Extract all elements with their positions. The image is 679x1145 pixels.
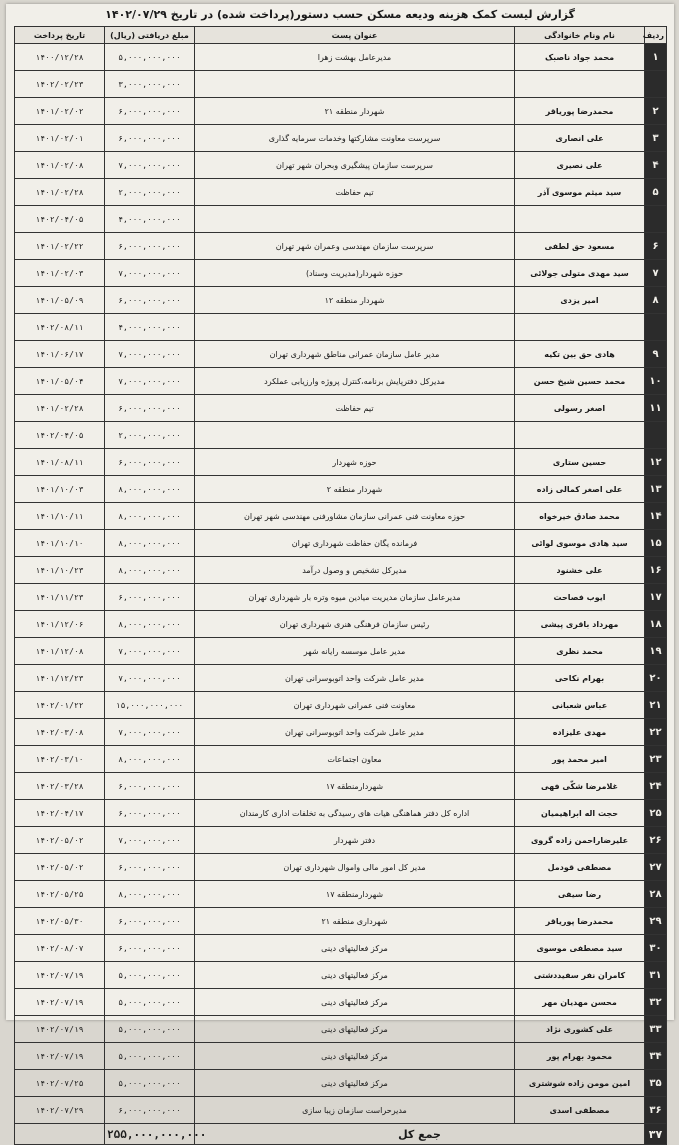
row-post: مدیر عامل شرکت واحد اتوبوسرانی تهران [195, 719, 515, 746]
table-row [15, 638, 667, 665]
row-amount: ۷,۰۰۰,۰۰۰,۰۰۰ [105, 341, 195, 368]
row-idx: ۱۲ [645, 449, 667, 476]
row-amount: ۸,۰۰۰,۰۰۰,۰۰۰ [105, 611, 195, 638]
row-date: ۱۴۰۱/۰۵/۰۹ [15, 287, 105, 314]
row-idx: ۲۵ [645, 800, 667, 827]
row-idx: ۳۵ [645, 1070, 667, 1097]
total-row [15, 1124, 667, 1145]
row-amount: ۶,۰۰۰,۰۰۰,۰۰۰ [105, 98, 195, 125]
table-row [15, 395, 667, 422]
row-post: شهرداری منطقه ۲۱ [195, 908, 515, 935]
row-idx: ۲۲ [645, 719, 667, 746]
row-date: ۱۴۰۲/۰۷/۲۹ [15, 1097, 105, 1124]
row-idx [645, 71, 667, 98]
row-date: ۱۴۰۲/۰۵/۲۵ [15, 881, 105, 908]
row-name: غلامرضا شکّی فهی [515, 773, 645, 800]
table-row [15, 692, 667, 719]
row-amount: ۱۵,۰۰۰,۰۰۰,۰۰۰ [105, 692, 195, 719]
row-name: مصطفی قودمل [515, 854, 645, 881]
row-post: مدیر کل امور مالی واموال شهرداری تهران [195, 854, 515, 881]
row-post: مدیر عامل شرکت واحد اتوبوسرانی تهران [195, 665, 515, 692]
table-header-row [15, 27, 667, 44]
row-date: ۱۴۰۲/۰۷/۱۹ [15, 1043, 105, 1070]
row-idx: ۸ [645, 287, 667, 314]
row-idx: ۱۵ [645, 530, 667, 557]
row-idx: ۱۷ [645, 584, 667, 611]
table-row [15, 1097, 667, 1124]
row-post: مرکز فعالیتهای دینی [195, 1016, 515, 1043]
row-idx: ۹ [645, 341, 667, 368]
row-date: ۱۴۰۱/۱۰/۱۱ [15, 503, 105, 530]
row-name: سید میثم موسوی آذر [515, 179, 645, 206]
row-post: شهردارمنطقه ۱۷ [195, 773, 515, 800]
row-amount: ۷,۰۰۰,۰۰۰,۰۰۰ [105, 638, 195, 665]
row-idx: ۴ [645, 152, 667, 179]
row-name: سید مهدی متولی جولائی [515, 260, 645, 287]
row-post: معاونت فنی عمرانی شهرداری تهران [195, 692, 515, 719]
row-date: ۱۴۰۱/۰۲/۰۳ [15, 260, 105, 287]
header-post: عنوان پست [195, 27, 515, 44]
table-row [15, 773, 667, 800]
row-post [195, 206, 515, 233]
table-body [15, 44, 667, 1124]
row-name: علی انصاری [515, 125, 645, 152]
row-post: سرپرست معاونت مشارکتها وخدمات سرمایه گذاری [195, 125, 515, 152]
table-row [15, 287, 667, 314]
row-amount: ۲,۰۰۰,۰۰۰,۰۰۰ [105, 422, 195, 449]
row-amount: ۸,۰۰۰,۰۰۰,۰۰۰ [105, 503, 195, 530]
row-post: فرمانده یگان حفاظت شهرداری تهران [195, 530, 515, 557]
row-date: ۱۴۰۱/۱۰/۰۳ [15, 476, 105, 503]
row-amount: ۴,۰۰۰,۰۰۰,۰۰۰ [105, 206, 195, 233]
row-amount: ۸,۰۰۰,۰۰۰,۰۰۰ [105, 881, 195, 908]
row-amount: ۵,۰۰۰,۰۰۰,۰۰۰ [105, 1070, 195, 1097]
row-idx: ۲۸ [645, 881, 667, 908]
table-row [15, 1016, 667, 1043]
row-date: ۱۴۰۲/۰۵/۰۲ [15, 827, 105, 854]
header-idx: ردیف [645, 27, 667, 44]
row-name: هادی حق بین تکیه [515, 341, 645, 368]
row-idx: ۳۳ [645, 1016, 667, 1043]
row-date: ۱۴۰۲/۰۴/۰۵ [15, 422, 105, 449]
row-idx [645, 422, 667, 449]
row-amount: ۶,۰۰۰,۰۰۰,۰۰۰ [105, 773, 195, 800]
table-row [15, 962, 667, 989]
row-amount: ۵,۰۰۰,۰۰۰,۰۰۰ [105, 989, 195, 1016]
row-name: محسن مهدیان مهر [515, 989, 645, 1016]
row-idx: ۳۴ [645, 1043, 667, 1070]
row-amount: ۶,۰۰۰,۰۰۰,۰۰۰ [105, 1097, 195, 1124]
row-post: مدیرکل تشخیص و وصول درآمد [195, 557, 515, 584]
row-name: حجت اله ابراهیمیان [515, 800, 645, 827]
row-date: ۱۴۰۲/۰۸/۱۱ [15, 314, 105, 341]
row-idx: ۱۰ [645, 368, 667, 395]
row-post: حوزه شهردار [195, 449, 515, 476]
row-idx: ۲۷ [645, 854, 667, 881]
row-name: مهدی علیزاده [515, 719, 645, 746]
row-post: حوزه شهردار(مدیریت وسناد) [195, 260, 515, 287]
row-post: شهردارمنطقه ۱۷ [195, 881, 515, 908]
row-name: علی کشوری نژاد [515, 1016, 645, 1043]
table-row [15, 503, 667, 530]
row-date: ۱۴۰۱/۱۲/۲۳ [15, 665, 105, 692]
table-row [15, 719, 667, 746]
row-amount: ۶,۰۰۰,۰۰۰,۰۰۰ [105, 395, 195, 422]
row-amount: ۷,۰۰۰,۰۰۰,۰۰۰ [105, 152, 195, 179]
row-post: مدیرعامل بهشت زهرا [195, 44, 515, 71]
row-date: ۱۴۰۰/۱۲/۲۸ [15, 44, 105, 71]
row-date: ۱۴۰۱/۱۲/۰۸ [15, 638, 105, 665]
row-amount: ۵,۰۰۰,۰۰۰,۰۰۰ [105, 962, 195, 989]
row-name: مسعود حق لطفی [515, 233, 645, 260]
row-amount: ۴,۰۰۰,۰۰۰,۰۰۰ [105, 314, 195, 341]
row-date: ۱۴۰۱/۰۲/۰۱ [15, 125, 105, 152]
row-idx: ۷ [645, 260, 667, 287]
row-name: بهرام نکاحی [515, 665, 645, 692]
row-date: ۱۴۰۲/۰۷/۱۹ [15, 962, 105, 989]
table-row [15, 206, 667, 233]
row-amount: ۵,۰۰۰,۰۰۰,۰۰۰ [105, 1043, 195, 1070]
row-post: معاون اجتماعات [195, 746, 515, 773]
row-idx: ۳۱ [645, 962, 667, 989]
table-row [15, 665, 667, 692]
row-name: محمد نظری [515, 638, 645, 665]
row-date: ۱۴۰۲/۰۳/۰۸ [15, 719, 105, 746]
row-post: دفتر شهردار [195, 827, 515, 854]
row-idx: ۵ [645, 179, 667, 206]
row-amount: ۶,۰۰۰,۰۰۰,۰۰۰ [105, 800, 195, 827]
row-name [515, 314, 645, 341]
row-idx: ۱۸ [645, 611, 667, 638]
row-post: مدیر عامل سازمان عمرانی مناطق شهرداری تهران [195, 341, 515, 368]
row-date: ۱۴۰۱/۰۶/۱۷ [15, 341, 105, 368]
row-post: حوزه معاونت فنی عمرانی سازمان مشاورفنی مهندسی شهر تهران [195, 503, 515, 530]
row-post [195, 314, 515, 341]
row-date: ۱۴۰۲/۰۴/۱۷ [15, 800, 105, 827]
row-name: کامران نفر سفیددشتی [515, 962, 645, 989]
total-amount: ۲۵۵,۰۰۰,۰۰۰,۰۰۰ [105, 1124, 195, 1145]
total-date-cell [15, 1124, 105, 1145]
table-row [15, 341, 667, 368]
total-label: جمع کل [195, 1124, 645, 1145]
row-idx: ۲۴ [645, 773, 667, 800]
row-date: ۱۴۰۲/۰۳/۱۰ [15, 746, 105, 773]
row-idx: ۲۶ [645, 827, 667, 854]
row-post: مرکز فعالیتهای دینی [195, 989, 515, 1016]
payments-table [14, 26, 667, 1145]
total-idx: ۳۷ [645, 1124, 667, 1145]
table-row [15, 530, 667, 557]
row-amount: ۳,۰۰۰,۰۰۰,۰۰۰ [105, 71, 195, 98]
row-date: ۱۴۰۱/۰۲/۲۲ [15, 233, 105, 260]
row-name [515, 71, 645, 98]
row-post: مدیرحراست سازمان زیبا سازی [195, 1097, 515, 1124]
row-idx: ۱۴ [645, 503, 667, 530]
row-date: ۱۴۰۲/۰۷/۲۵ [15, 1070, 105, 1097]
row-date: ۱۴۰۲/۰۳/۲۸ [15, 773, 105, 800]
row-name: سید مصطفی موسوی [515, 935, 645, 962]
row-post: شهردار منطقه ۲۱ [195, 98, 515, 125]
row-name: محمدرضا پوریاقر [515, 908, 645, 935]
row-name [515, 422, 645, 449]
table-row [15, 125, 667, 152]
row-name: ایوب فصاحت [515, 584, 645, 611]
row-date: ۱۴۰۲/۰۱/۲۲ [15, 692, 105, 719]
row-date: ۱۴۰۱/۱۱/۲۳ [15, 584, 105, 611]
row-name: محمد جواد ناصبک [515, 44, 645, 71]
row-amount: ۵,۰۰۰,۰۰۰,۰۰۰ [105, 44, 195, 71]
row-name: اصغر رسولی [515, 395, 645, 422]
row-amount: ۸,۰۰۰,۰۰۰,۰۰۰ [105, 476, 195, 503]
header-name: نام ونام خانوادگی [515, 27, 645, 44]
table-row [15, 881, 667, 908]
row-amount: ۶,۰۰۰,۰۰۰,۰۰۰ [105, 935, 195, 962]
table-row [15, 908, 667, 935]
row-name: امین مومن زاده شوشتری [515, 1070, 645, 1097]
table-row [15, 314, 667, 341]
row-name [515, 206, 645, 233]
table-row [15, 746, 667, 773]
row-name: محمد حسین شیخ حسن [515, 368, 645, 395]
row-date: ۱۴۰۱/۰۲/۰۸ [15, 152, 105, 179]
table-row [15, 476, 667, 503]
row-amount: ۶,۰۰۰,۰۰۰,۰۰۰ [105, 854, 195, 881]
table-row [15, 827, 667, 854]
row-name: علی نصیری [515, 152, 645, 179]
row-date: ۱۴۰۱/۱۲/۰۶ [15, 611, 105, 638]
row-date: ۱۴۰۲/۰۷/۱۹ [15, 1016, 105, 1043]
row-date: ۱۴۰۲/۰۷/۱۹ [15, 989, 105, 1016]
row-post: تیم حفاظت [195, 179, 515, 206]
table-row [15, 71, 667, 98]
row-post: اداره کل دفتر هماهنگی هیات های رسیدگی به تخلفات اداری کارمندان [195, 800, 515, 827]
row-idx [645, 314, 667, 341]
row-amount: ۲,۰۰۰,۰۰۰,۰۰۰ [105, 179, 195, 206]
table-row [15, 44, 667, 71]
row-idx: ۱۹ [645, 638, 667, 665]
header-amount: مبلغ دریافتی (ریال) [105, 27, 195, 44]
row-name: سید هادی موسوی لوائی [515, 530, 645, 557]
row-name: امیر محمد پور [515, 746, 645, 773]
row-name: حسین ستاری [515, 449, 645, 476]
report-sheet [6, 4, 674, 1141]
row-idx: ۱۱ [645, 395, 667, 422]
row-post: مدیر عامل موسسه رایانه شهر [195, 638, 515, 665]
row-idx: ۳۰ [645, 935, 667, 962]
row-name: محمدرضا پوریاقر [515, 98, 645, 125]
row-idx: ۲۰ [645, 665, 667, 692]
row-idx: ۲۳ [645, 746, 667, 773]
row-date: ۱۴۰۲/۰۴/۰۵ [15, 206, 105, 233]
row-amount: ۷,۰۰۰,۰۰۰,۰۰۰ [105, 368, 195, 395]
row-post: مرکز فعالیتهای دینی [195, 1043, 515, 1070]
row-date: ۱۴۰۱/۰۲/۲۸ [15, 395, 105, 422]
row-name: مهرداد باقری پیشی [515, 611, 645, 638]
header-date: تاریخ پرداخت [15, 27, 105, 44]
row-idx: ۲۱ [645, 692, 667, 719]
row-post [195, 71, 515, 98]
table-row [15, 449, 667, 476]
row-name: عباس شعبانی [515, 692, 645, 719]
row-post: مرکز فعالیتهای دینی [195, 962, 515, 989]
row-post: شهردار منطقه ۲ [195, 476, 515, 503]
row-idx: ۱۶ [645, 557, 667, 584]
row-post: شهردار منطقه ۱۲ [195, 287, 515, 314]
row-idx: ۲۹ [645, 908, 667, 935]
row-date: ۱۴۰۱/۰۲/۰۲ [15, 98, 105, 125]
row-idx: ۳۲ [645, 989, 667, 1016]
row-date: ۱۴۰۱/۱۰/۱۰ [15, 530, 105, 557]
row-amount: ۷,۰۰۰,۰۰۰,۰۰۰ [105, 260, 195, 287]
table-row [15, 611, 667, 638]
row-amount: ۶,۰۰۰,۰۰۰,۰۰۰ [105, 233, 195, 260]
row-amount: ۶,۰۰۰,۰۰۰,۰۰۰ [105, 449, 195, 476]
table-row [15, 800, 667, 827]
row-amount: ۶,۰۰۰,۰۰۰,۰۰۰ [105, 125, 195, 152]
row-name: علیرضاراحمن زاده گروی [515, 827, 645, 854]
row-date: ۱۴۰۲/۰۸/۰۷ [15, 935, 105, 962]
row-idx: ۳۶ [645, 1097, 667, 1124]
row-name: امیر یزدی [515, 287, 645, 314]
row-date: ۱۴۰۱/۱۰/۲۳ [15, 557, 105, 584]
row-post: مرکز فعالیتهای دینی [195, 1070, 515, 1097]
report-title: گزارش لیست کمک هزینه ودیعه مسکن حسب دستور(پرداخت شده) در تاریخ ۱۴۰۲/۰۷/۲۹ [105, 8, 575, 21]
row-amount: ۸,۰۰۰,۰۰۰,۰۰۰ [105, 557, 195, 584]
row-idx: ۱ [645, 44, 667, 71]
table-row [15, 422, 667, 449]
row-name: محمد صادق خیرخواه [515, 503, 645, 530]
row-post: مدیرعامل سازمان مدیریت میادین میوه وتره بار شهرداری تهران [195, 584, 515, 611]
row-amount: ۷,۰۰۰,۰۰۰,۰۰۰ [105, 665, 195, 692]
table-row [15, 935, 667, 962]
table-row [15, 1070, 667, 1097]
row-name: محمود بهرام پور [515, 1043, 645, 1070]
table-row [15, 368, 667, 395]
row-name: مصطفی اسدی [515, 1097, 645, 1124]
row-idx: ۶ [645, 233, 667, 260]
table-row [15, 1043, 667, 1070]
row-amount: ۷,۰۰۰,۰۰۰,۰۰۰ [105, 827, 195, 854]
table-row [15, 854, 667, 881]
row-date: ۱۴۰۲/۰۵/۰۲ [15, 854, 105, 881]
row-date: ۱۴۰۲/۰۲/۲۳ [15, 71, 105, 98]
row-amount: ۶,۰۰۰,۰۰۰,۰۰۰ [105, 908, 195, 935]
row-amount: ۵,۰۰۰,۰۰۰,۰۰۰ [105, 1016, 195, 1043]
row-post: رئیس سازمان فرهنگی هنری شهرداری تهران [195, 611, 515, 638]
row-name: علی خشنود [515, 557, 645, 584]
row-idx: ۲ [645, 98, 667, 125]
row-name: علی اصغر کمالی زاده [515, 476, 645, 503]
row-post: مدیرکل دفترپایش برنامه،کنترل پروژه وارزیابی عملکرد [195, 368, 515, 395]
table-row [15, 179, 667, 206]
row-date: ۱۴۰۲/۰۵/۳۰ [15, 908, 105, 935]
table-row [15, 233, 667, 260]
row-post: مرکز فعالیتهای دینی [195, 935, 515, 962]
row-amount: ۸,۰۰۰,۰۰۰,۰۰۰ [105, 746, 195, 773]
row-date: ۱۴۰۱/۰۲/۲۸ [15, 179, 105, 206]
row-date: ۱۴۰۱/۰۵/۰۴ [15, 368, 105, 395]
row-idx [645, 206, 667, 233]
table-row [15, 989, 667, 1016]
row-date: ۱۴۰۱/۰۸/۱۱ [15, 449, 105, 476]
row-post [195, 422, 515, 449]
table-row [15, 152, 667, 179]
row-post: سرپرست سازمان پیشگیری وبحران شهر تهران [195, 152, 515, 179]
table-row [15, 260, 667, 287]
row-amount: ۶,۰۰۰,۰۰۰,۰۰۰ [105, 584, 195, 611]
row-post: سرپرست سازمان مهندسی وعمران شهر تهران [195, 233, 515, 260]
row-amount: ۸,۰۰۰,۰۰۰,۰۰۰ [105, 530, 195, 557]
row-amount: ۶,۰۰۰,۰۰۰,۰۰۰ [105, 287, 195, 314]
row-amount: ۷,۰۰۰,۰۰۰,۰۰۰ [105, 719, 195, 746]
row-idx: ۳ [645, 125, 667, 152]
row-idx: ۱۳ [645, 476, 667, 503]
row-post: تیم حفاظت [195, 395, 515, 422]
row-name: رضا سیفی [515, 881, 645, 908]
table-row [15, 584, 667, 611]
table-row [15, 557, 667, 584]
table-row [15, 98, 667, 125]
